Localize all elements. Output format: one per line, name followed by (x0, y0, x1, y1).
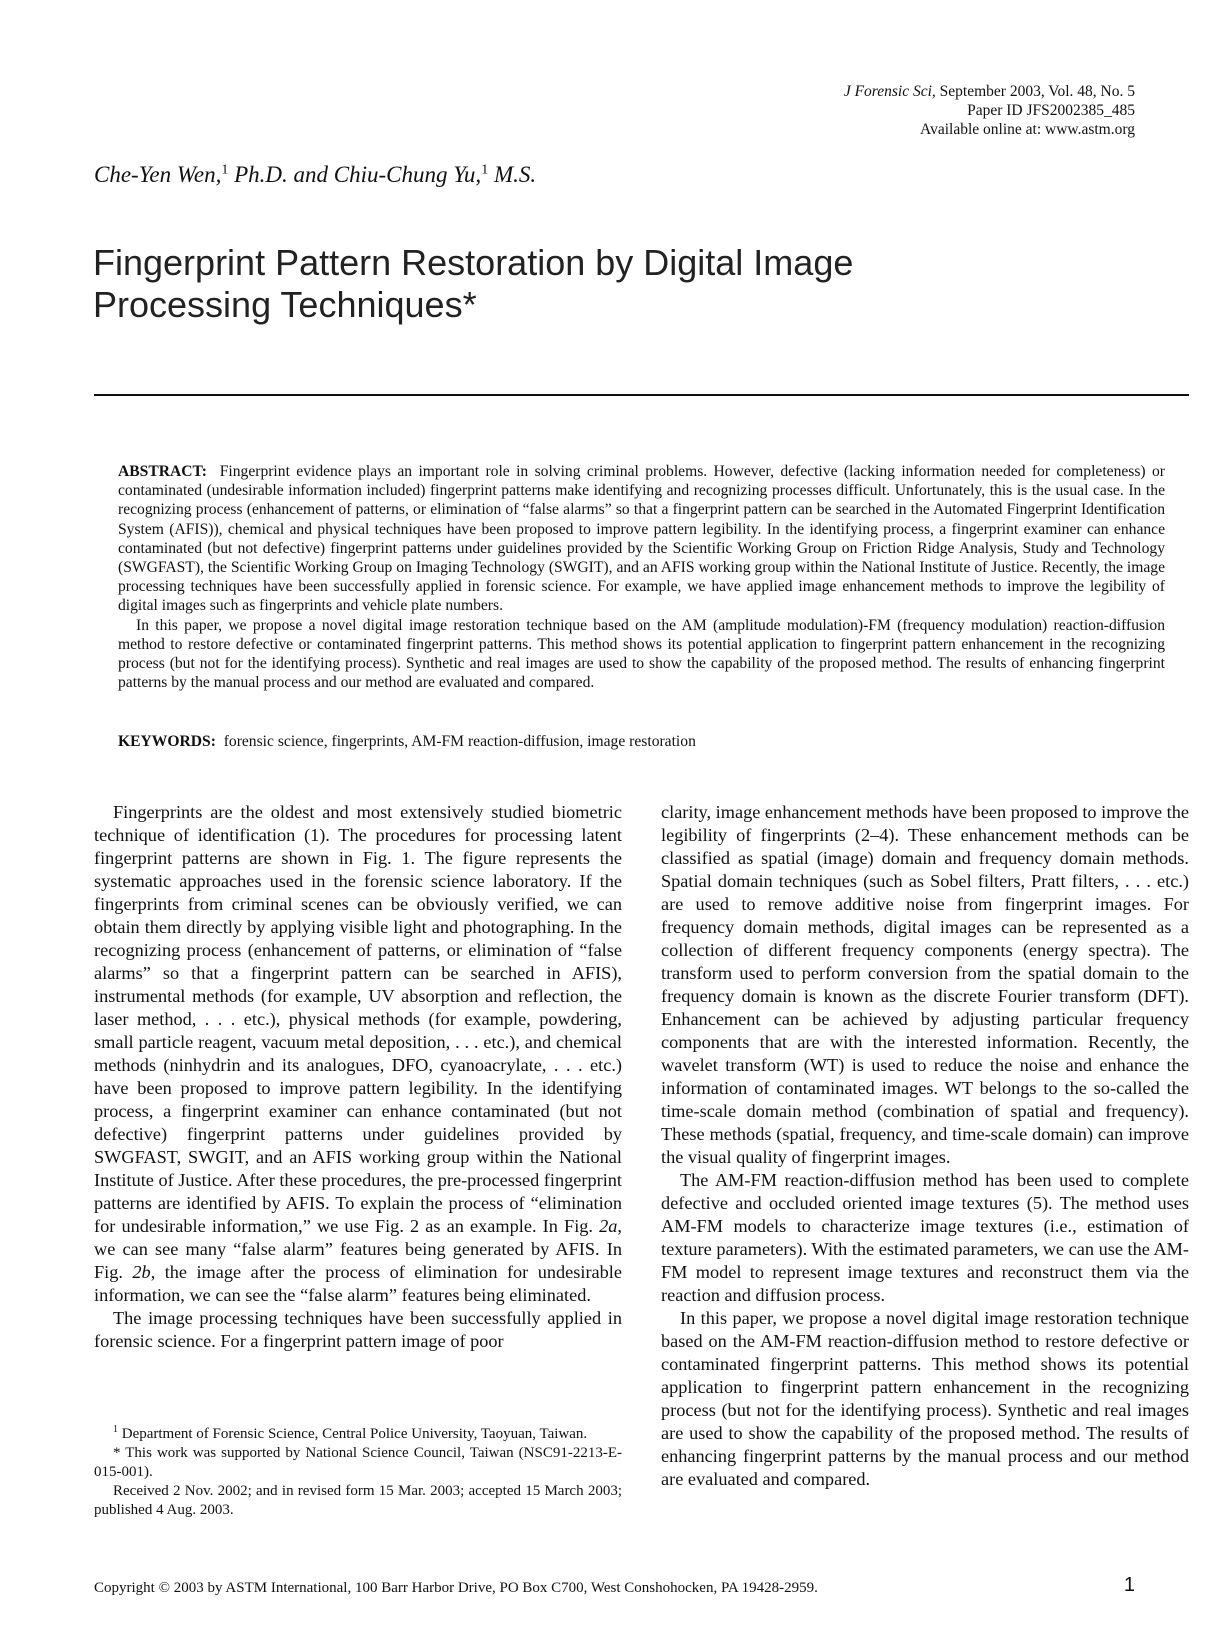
footnotes (94, 1425, 622, 1520)
footnote-mark: 1 (113, 1424, 118, 1435)
keywords-text: forensic science, fingerprints, AM-FM reaction-diffusion, image restoration (223, 733, 696, 750)
body-text: , the image after the process of elimination for undesirable information, we can see the “false alarm” features being eliminated. (94, 1262, 622, 1305)
footnote-dates: Received 2 Nov. 2002; and in revised form 15 Mar. 2003; accepted 15 March 2003; published 4 Aug. 2003. (94, 1483, 622, 1518)
body-text: Fingerprints are the oldest and most extensively studied biometric technique of identification (1). The procedures for processing latent fingerprint patterns are shown in Fig. 1. The figure represents the systematic approaches used in the forensic science laboratory. If the fingerprints from criminal scenes can be obviously verified, we can obtain them directly by applying visible light and photographing. In the recognizing process (enhancement of patterns, or elimination of “false alarms” so that a fingerprint pattern can be searched in AFIS), instrumental methods (for example, UV absorption and reflection, the laser method, . . . etc.), physical methods (for example, powdering, small particle reagent, vacuum metal deposition, . . . etc.), and chemical methods (ninhydrin and its analogues, DFO, cyanoacrylate, . . . etc.) have been proposed to improve pattern legibility. In the identifying process, a fingerprint examiner can enhance contaminated (but not defective) fingerprint patterns under guidelines provided by SWGFAST, SWGIT, and an AFIS working group within the National Institute of Justice. After these procedures, the pre-processed fingerprint patterns are identified by AFIS. To explain the process of “elimination for undesirable information,” we use Fig. 2 as an example. In Fig. (94, 802, 622, 1236)
abstract-paragraph: In this paper, we propose a novel digital image restoration technique based on the AM (amplitude modulation)-FM (frequency modulation) reaction-diffusion method to restore defective or contaminated fingerprint patterns. This method shows its potential application to fingerprint pattern enhancement in the recognizing process (but not for the identifying process). Synthetic and real images are used to show the capability of the proposed method. The results of enhancing fingerprint patterns by the manual process and our method are evaluated and compared. (118, 616, 1165, 692)
author-degree: M.S. (488, 162, 537, 187)
body-paragraph (94, 801, 622, 1307)
page-number: 1 (1123, 1574, 1135, 1596)
affiliation-mark: 1 (481, 162, 489, 178)
figure-reference: 2a (599, 1216, 618, 1236)
author-name: Che-Yen Wen, (94, 162, 222, 187)
availability-link[interactable]: Available online at: www.astm.org (920, 121, 1135, 138)
paper-id: Paper ID JFS2002385_485 (967, 102, 1135, 119)
abstract-paragraph (118, 462, 1165, 616)
footnote-text: Department of Forensic Science, Central Police University, Taoyuan, Taiwan. (118, 1426, 588, 1442)
body-column-right (661, 801, 1189, 1491)
paper-title: Fingerprint Pattern Restoration by Digital Image Processing Techniques* (93, 242, 854, 325)
journal-header (844, 82, 1135, 139)
body-paragraph: The image processing techniques have been successfully applied in forensic science. For a fingerprint pattern image of poor (94, 1308, 622, 1351)
journal-name: J Forensic Sci, (843, 83, 936, 100)
figure-reference: 2b (132, 1262, 151, 1282)
abstract-label: ABSTRACT: (118, 463, 207, 480)
body-paragraph: In this paper, we propose a novel digital image restoration technique based on the AM-FM reaction-diffusion method to restore defective or contaminated fingerprint patterns. This method shows its potential application to fingerprint pattern enhancement in the recognizing process (but not for the identifying process). Synthetic and real images are used to show the capability of the proposed method. The results of enhancing fingerprint patterns by the manual process and our method are evaluated and compared. (661, 1308, 1189, 1489)
journal-issue: September 2003, Vol. 48, No. 5 (935, 83, 1135, 100)
footnote-affiliation (94, 1425, 622, 1444)
body-text: , we can see many “false alarm” features being generated by AFIS. In Fig. (94, 1216, 622, 1282)
author-name: Ph.D. and Chiu-Chung Yu, (228, 162, 482, 187)
keywords-label: KEYWORDS: (118, 733, 216, 750)
abstract (118, 462, 1165, 692)
affiliation-mark: 1 (221, 162, 229, 178)
author-list (94, 162, 536, 188)
journal-citation (844, 82, 1135, 101)
body-paragraph: clarity, image enhancement methods have been proposed to improve the legibility of fingerprints (2–4). These enhancement methods can be classified as spatial (image) domain and frequency domain methods. Spatial domain techniques (such as Sobel filters, Pratt filters, . . . etc.) are used to remove additive noise from fingerprint images. For frequency domain methods, digital images can be represented as a collection of different frequency components (energy spectra). The transform used to perform conversion from the spatial domain to the frequency domain is known as the discrete Fourier transform (DFT). Enhancement can be achieved by adjusting particular frequency components that are with the interested information. Recently, the wavelet transform (WT) is used to reduce the noise and enhance the information of contaminated images. WT belongs to the so-called the time-scale domain method (combination of spatial and frequency). These methods (spatial, frequency, and time-scale domain) can improve the visual quality of fingerprint images. (661, 802, 1189, 1167)
title-divider (94, 394, 1189, 396)
body-column-left (94, 801, 622, 1353)
body-paragraph: The AM-FM reaction-diffusion method has been used to complete defective and occluded oriented image textures (5). The method uses AM-FM models to characterize image textures (i.e., estimation of texture parameters). With the estimated parameters, we can use the AM-FM model to represent image textures and reconstruct them via the reaction and diffusion process. (661, 1170, 1189, 1305)
abstract-text: Fingerprint evidence plays an important role in solving criminal problems. However, defective (lacking information needed for completeness) or contaminated (undesirable information included) fingerprint patterns make identifying and recognizing processes difficult. Unfortunately, this is the usual case. In the recognizing process (enhancement of patterns, or elimination of “false alarms” so that a fingerprint pattern can be searched in the Automated Fingerprint Identification System (AFIS)), chemical and physical techniques have been proposed to improve pattern legibility. In the identifying process, a fingerprint examiner can enhance contaminated (but not defective) fingerprint patterns under guidelines provided by the Scientific Working Group on Friction Ridge Analysis, Study and Technology (SWGFAST), the Scientific Working Group on Imaging Technology (SWGIT), and an AFIS working group within the National Institute of Justice. Recently, the image processing techniques have been successfully applied in forensic science. For example, we have applied image enhancement methods to improve the legibility of digital images such as fingerprints and vehicle plate numbers. (118, 463, 1165, 615)
copyright-notice: Copyright © 2003 by ASTM International, 100 Barr Harbor Drive, PO Box C700, West Conshohocken, PA 19428-2959. (94, 1580, 818, 1596)
keywords (118, 732, 1165, 751)
footnote-funding: * This work was supported by National Science Council, Taiwan (NSC91-2213-E-015-001). (94, 1445, 622, 1480)
